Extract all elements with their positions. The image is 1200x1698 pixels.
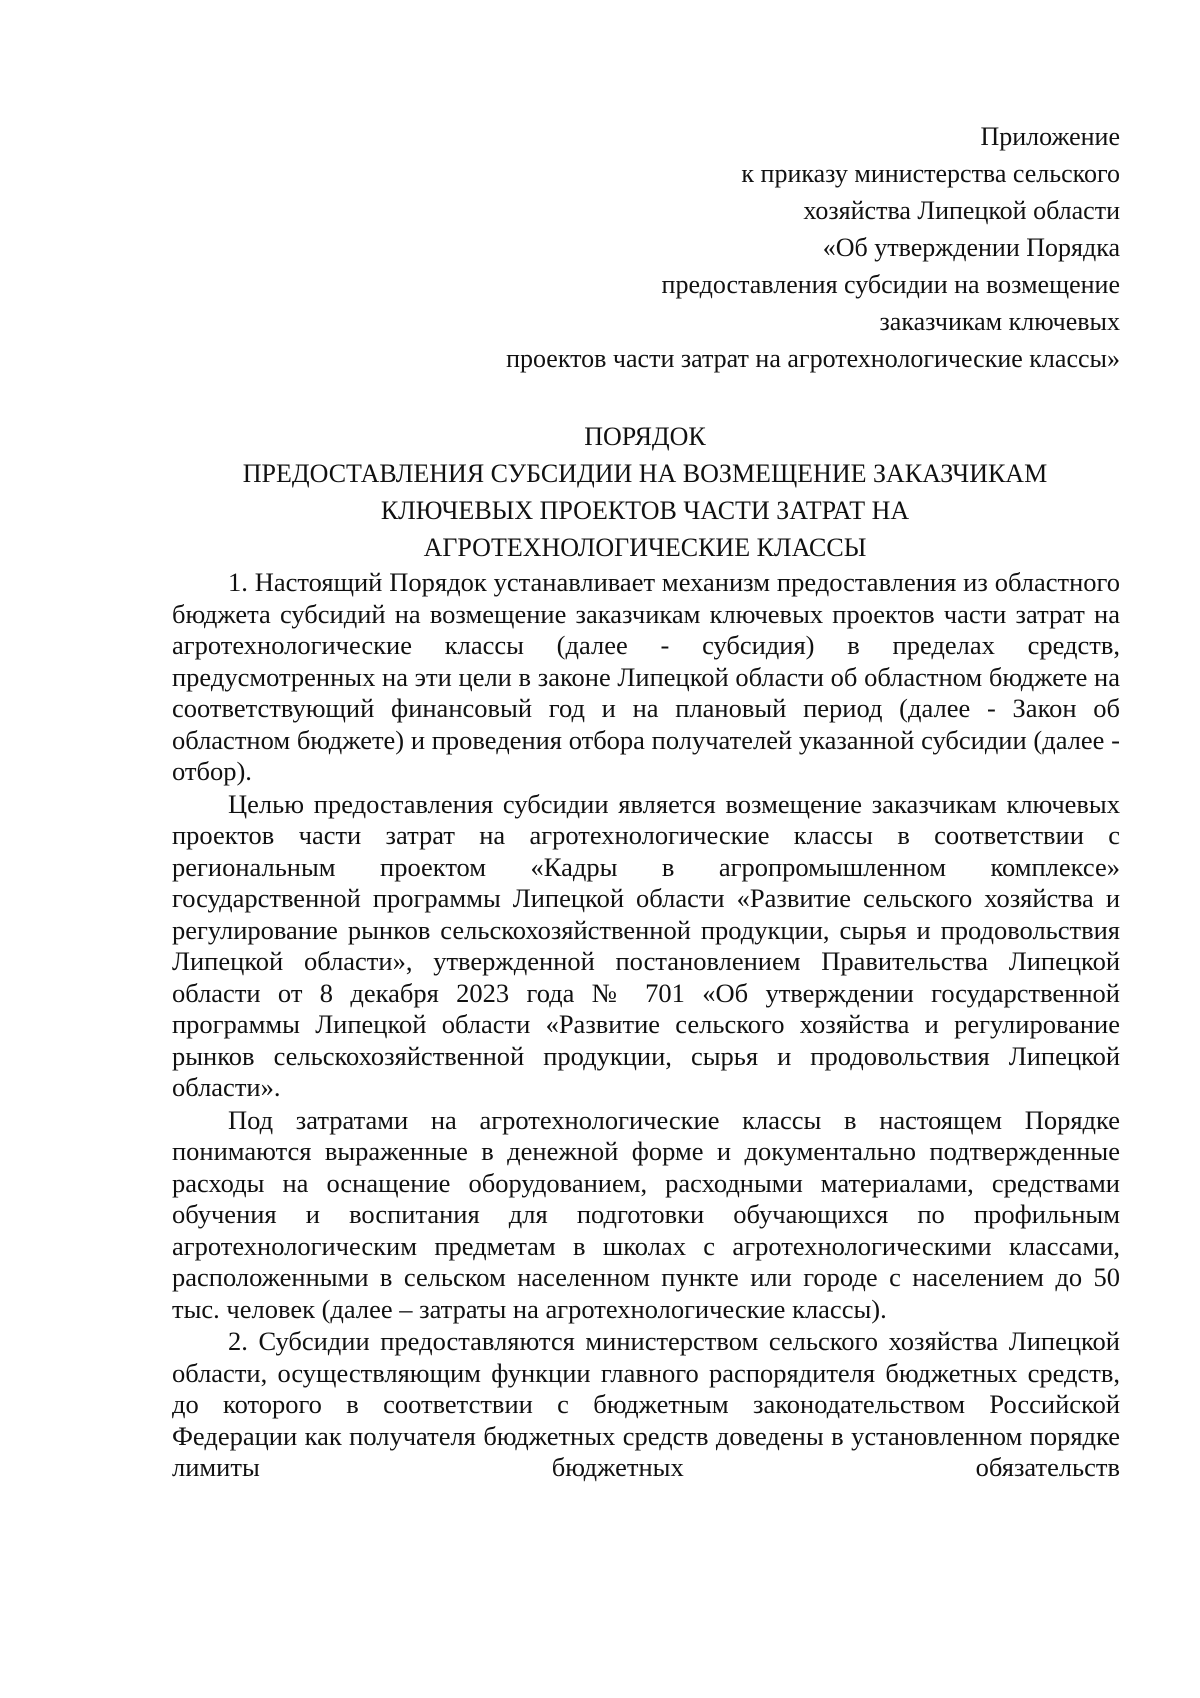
appendix-line: Приложение [980, 122, 1120, 151]
paragraph: 2. Субсидии предоставляются министерством сельского хозяйства Липецкой области, осуществляющим функции главного распорядителя бюджетных средств, до которого в соответствии с бюджетным законодательством Российской Федерации как получателя бюджетных средств доведены в установленном порядке лимиты бюджетных обязательств [172, 1326, 1120, 1482]
paragraph: Целью предоставления субсидии является возмещение заказчикам ключевых проектов части затрат на агротехнологические классы в соответствии с региональным проектом «Кадры в агропромышленном комплексе» государственной программы Липецкой области «Развитие сельского хозяйства и регулирование рынков сельскохозяйственной продукции, сырья и продовольствия Липецкой области», утвержденной постановлением Правительства Липецкой области от 8 декабря 2023 года № 701 «Об утверждении государственной программы Липецкой области «Развитие сельского хозяйства и регулирование рынков сельскохозяйственной продукции, сырья и продовольствия Липецкой области». [172, 788, 1120, 1102]
appendix-header [360, 118, 1120, 377]
appendix-line: проектов части затрат на агротехнологические классы» [506, 344, 1120, 373]
appendix-line: заказчикам ключевых [879, 307, 1120, 336]
paragraph: 1. Настоящий Порядок устанавливает механизм предоставления из областного бюджета субсидий на возмещение заказчикам ключевых проектов части затрат на агротехнологические классы (далее - субсидия) в пределах средств, предусмотренных на эти цели в законе Липецкой области об областном бюджете на соответствующий финансовый год и на плановый период (далее - Закон об областном бюджете) и проведения отбора получателей указанной субсидии (далее - отбор). [172, 567, 1120, 786]
appendix-line: предоставления субсидии на возмещение [661, 270, 1120, 299]
document-title [120, 418, 1170, 566]
title-line: ПРЕДОСТАВЛЕНИЯ СУБСИДИИ НА ВОЗМЕЩЕНИЕ ЗАКАЗЧИКАМ [242, 459, 1048, 488]
appendix-line: «Об утверждении Порядка [822, 233, 1120, 262]
paragraph: Под затратами на агротехнологические классы в настоящем Порядке понимаются выраженные в денежной форме и документально подтвержденные расходы на оснащение оборудованием, расходными материалами, средствами обучения и воспитания для подготовки обучающихся по профильным агротехнологическим предметам в школах с агротехнологическими классами, расположенными в сельском населенном пункте или городе с населением до 50 тыс. человек (далее – затраты на агротехнологические классы). [172, 1104, 1120, 1324]
appendix-line: хозяйства Липецкой области [803, 196, 1120, 225]
title-line: ПОРЯДОК [584, 422, 706, 451]
document-body [172, 567, 1120, 1485]
title-line: КЛЮЧЕВЫХ ПРОЕКТОВ ЧАСТИ ЗАТРАТ НА [380, 496, 910, 525]
title-line: АГРОТЕХНОЛОГИЧЕСКИЕ КЛАССЫ [423, 533, 867, 562]
appendix-line: к приказу министерства сельского [741, 159, 1120, 188]
